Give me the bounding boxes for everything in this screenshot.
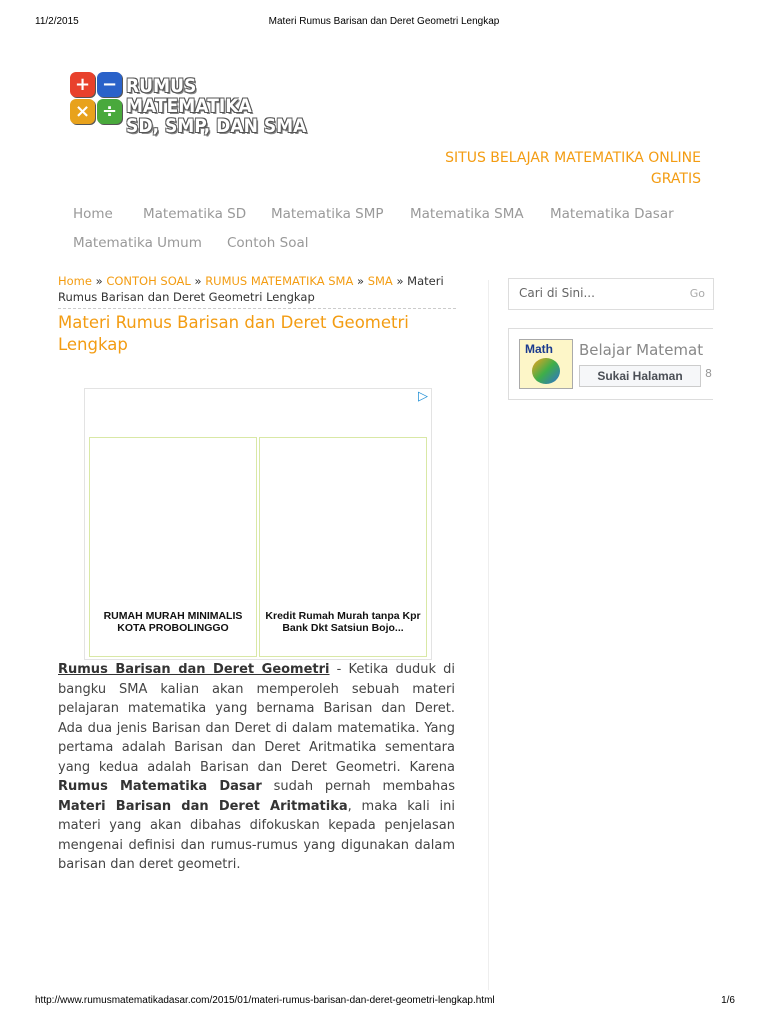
search-input[interactable]: Cari di Sini... [519,286,595,300]
breadcrumb-contoh-soal[interactable]: CONTOH SOAL [106,274,191,288]
nav-item-matematika-sma[interactable]: Matematika SMA [410,206,524,222]
ad-block [84,388,432,660]
site-logo[interactable] [70,72,350,137]
ad-card-label: RUMAH MURAH MINIMALIS KOTA PROBOLINGGO [103,610,243,634]
fb-thumb-label: Math [525,342,553,356]
ad-card[interactable] [89,437,257,657]
minus-icon: − [97,72,122,97]
logo-line-2: SD, SMP, DAN SMA [126,115,307,137]
breadcrumb-separator: » [396,274,404,288]
nav-item-matematika-smp[interactable]: Matematika SMP [271,206,384,222]
breadcrumb-current: Materi Rumus Barisan dan Deret Geometri Lengkap [58,274,444,304]
plus-icon: + [70,72,95,97]
ad-card-label: Kredit Rumah Murah tanpa Kpr Bank Dkt Satsiun Bojo... [265,610,421,634]
post-body [58,660,455,875]
fb-page-thumbnail[interactable] [519,339,573,389]
breadcrumb-rumus-matematika-sma[interactable]: RUMUS MATEMATIKA SMA [205,274,354,288]
search-box [508,278,714,310]
post-bold-link[interactable]: Rumus Matematika Dasar [58,779,262,794]
logo-line-1: RUMUS MATEMATIKA [126,75,252,117]
fb-like-count: 8 [705,367,712,380]
breadcrumb-sma[interactable]: SMA [367,274,393,288]
breadcrumb-divider [58,308,456,309]
column-divider [488,280,489,990]
print-page-number: 1/6 [721,995,735,1006]
fb-page-name[interactable]: Belajar Matemat [579,341,704,359]
breadcrumb-separator: » [194,274,202,288]
math-logo-icon [532,358,560,384]
nav-item-contoh-soal[interactable]: Contoh Soal [227,235,309,251]
breadcrumb-home[interactable]: Home [58,274,92,288]
breadcrumb [58,273,458,305]
post-text: - Ketika duduk di bangku SMA kalian akan memperoleh sebuah materi pelajaran matematika yang bernama Barisan dan Deret. Ada dua jenis Barisan dan Deret di dalam matematika. Yang pertama adalah Barisan dan Deret Aritmatika sementara yang kedua adalah Barisan dan Deret Geometri. Karena [58,662,455,775]
nav-item-matematika-dasar[interactable]: Matematika Dasar [550,206,674,222]
times-icon: × [70,99,95,124]
breadcrumb-separator: » [357,274,365,288]
fb-like-button[interactable]: Sukai Halaman [579,365,701,387]
post-bold-link[interactable]: Materi Barisan dan Deret Aritmatika [58,798,348,814]
print-title: Materi Rumus Barisan dan Deret Geometri Lengkap [268,16,500,27]
ad-card[interactable] [259,437,427,657]
breadcrumb-separator: » [95,274,103,288]
post-lead-link[interactable]: Rumus Barisan dan Deret Geometri [58,662,330,677]
print-url: http://www.rumusmatematikadasar.com/2015/01/materi-rumus-barisan-dan-deret-geometri-lengkap.html [35,995,495,1006]
facebook-page-widget [508,328,713,400]
post-text: sudah pernah membahas [261,779,455,794]
search-go-button[interactable]: Go [689,287,705,300]
nav-item-matematika-umum[interactable]: Matematika Umum [73,235,202,251]
nav-item-matematika-sd[interactable]: Matematika SD [143,206,247,222]
post-title[interactable]: Materi Rumus Barisan dan Deret Geometri Lengkap [58,313,409,354]
print-date: 11/2/2015 [35,16,79,27]
adchoices-icon[interactable]: ▷ [418,389,428,404]
site-tagline: SITUS BELAJAR MATEMATIKA ONLINE GRATIS [445,150,701,187]
nav-item-home[interactable]: Home [73,206,113,222]
post-text: , maka kali ini materi yang akan dibahas difokuskan kepada penjelasan mengenai definisi dan rumus-rumus yang digunakan dalam barisan dan deret geometri. [58,798,455,872]
logo-icons [70,72,122,124]
logo-text [126,76,328,136]
divide-icon: ÷ [97,99,122,124]
